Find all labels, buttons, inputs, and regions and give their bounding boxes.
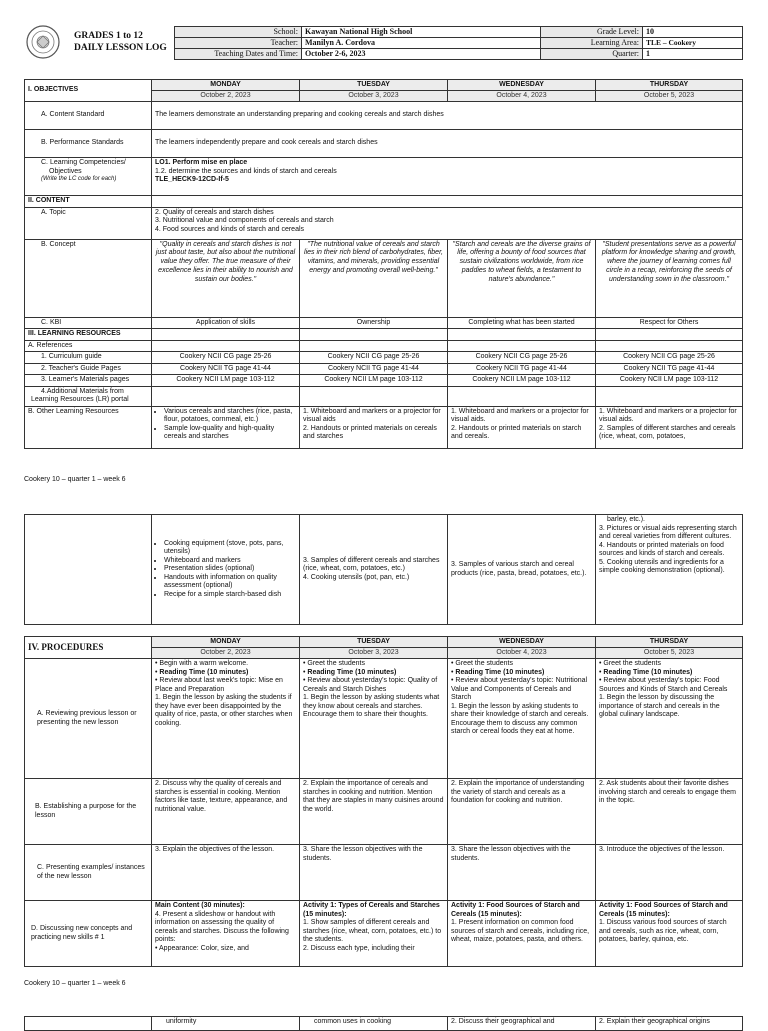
list-item: 2. Samples of different starches and cereals (rice, wheat, corn, potatoes, — [599, 424, 736, 441]
proc-d-monday — [152, 901, 300, 967]
list-item: • Reading Time (10 minutes) — [451, 668, 545, 676]
topic-line2: 3. Nutritional value and components of cereals and starch — [155, 217, 334, 225]
materials-monday — [152, 515, 300, 625]
kbi-label: C. KBI — [25, 317, 152, 329]
list-item: 2. Discuss each type, including their — [303, 944, 415, 952]
concept-monday: "Quality in cereals and starch dishes is not just about taste, but also about the nutritional value they offer. The true measure of their excellence lies in their ability to nourish and sustain our bodies." — [152, 239, 300, 317]
list-item: 1. Show samples of different cereals and starches (rice, wheat, corn, potatoes, etc.) to the students. — [303, 919, 442, 944]
page-footer-1: Cookery 10 – quarter 1 – week 6 — [24, 476, 126, 483]
form-title-grades: GRADES 1 to 12 — [74, 31, 143, 41]
cont-thursday: 2. Explain their geographical origins — [596, 1017, 743, 1031]
proc-b-monday: 2. Discuss why the quality of cereals and starches is essential in cooking. Mention factors like taste, texture, appearance, and nutritional value. — [152, 779, 300, 845]
list-item: • Greet the students — [451, 660, 513, 668]
list-item: • Review about yesterday's topic: Nutritional Value and Components of Cereals and Starch — [451, 677, 588, 702]
other-resources-thursday — [596, 406, 743, 448]
list-item: 2. Handouts or printed materials on starch and cereals. — [451, 424, 582, 441]
list-item: 4. Cooking utensils (pot, pan, etc.) — [303, 573, 410, 581]
list-item: barley, etc.). — [607, 516, 645, 523]
list-item: 1. Present information on common food sources of starch and cereals, including rice, wheat, maize, potatoes, pasta, and others. — [451, 919, 590, 944]
teacher-label: Teacher: — [175, 38, 302, 49]
kbi-wednesday: Completing what has been started — [448, 317, 596, 329]
date-wednesday: October 4, 2023 — [448, 647, 596, 659]
date-monday: October 2, 2023 — [152, 647, 300, 659]
competencies-label-line1: C. Learning Competencies/ — [41, 159, 126, 167]
cont-monday: uniformity — [152, 1017, 300, 1031]
list-item: • Recipe for a simple starch-based dish — [164, 591, 296, 600]
cont-wednesday: 2. Discuss their geographical and — [448, 1017, 596, 1031]
lm-wednesday: Cookery NCII LM page 103-112 — [448, 375, 596, 387]
procedures-table — [24, 636, 743, 967]
quarter-value: 1 — [643, 49, 743, 60]
references-label: A. References — [25, 340, 152, 352]
list-item: • Appearance: Color, size, and — [155, 944, 249, 952]
list-item: 1. Whiteboard and markers or a projector for visual aids. — [599, 407, 737, 424]
cont-tuesday: common uses in cooking — [300, 1017, 448, 1031]
day-monday: MONDAY — [152, 80, 300, 91]
proc-a-monday — [152, 659, 300, 779]
tg-wednesday: Cookery NCII TG page 41-44 — [448, 363, 596, 375]
tg-monday: Cookery NCII TG page 41-44 — [152, 363, 300, 375]
topic-label: A. Topic — [25, 207, 152, 239]
list-item: • Greet the students — [303, 660, 365, 668]
list-item: • Review about last week's topic: Mise en Place and Preparation — [155, 677, 283, 693]
teachers-guide-label: 2. Teacher's Guide Pages — [25, 363, 152, 375]
list-item: 2. Handouts or printed materials on cereals and starches — [303, 424, 437, 441]
header-info-table — [174, 26, 743, 60]
proc-b-label: B. Establishing a purpose for the lesson — [25, 779, 152, 845]
lm-thursday: Cookery NCII LM page 103-112 — [596, 375, 743, 387]
subheading: Activity 1: Food Sources of Starch and Cereals (15 minutes): — [451, 902, 580, 918]
other-resources-label: B. Other Learning Resources — [25, 406, 152, 448]
date-tuesday: October 3, 2023 — [300, 90, 448, 102]
cg-thursday: Cookery NCII CG page 25-26 — [596, 352, 743, 364]
day-thursday: THURSDAY — [596, 80, 743, 91]
competencies-label-note: (Write the LC code for each) — [41, 176, 117, 183]
list-item: 3. Samples of different cereals and starches (rice, wheat, corn, potatoes, etc.) — [303, 556, 440, 573]
day-thursday: THURSDAY — [596, 637, 743, 648]
lc-line2: 1.2. determine the sources and kinds of starch and cereals — [155, 167, 337, 175]
resources-heading: III. LEARNING RESOURCES — [25, 329, 152, 341]
list-item: • Review about yesterday's topic: Food Sources and Kinds of Starch and Cereals — [599, 677, 728, 693]
list-item: 5. Cooking utensils and ingredients for a simple cooking demonstration (optional). — [599, 558, 725, 575]
date-monday: October 2, 2023 — [152, 90, 300, 102]
concept-wednesday: "Starch and cereals are the diverse grains of life, offering a bounty of food sources that sustain civilizations worldwide, from rice paddies to wheat fields, a testament to nature's abundance." — [448, 239, 596, 317]
proc-b-wednesday: 2. Explain the importance of understanding the variety of starch and cereals as a foundation for cooking and nutrition. — [448, 779, 596, 845]
list-item: 1. Whiteboard and markers or a projector for visual aids — [303, 407, 441, 424]
list-item: • Review about yesterday's topic: Quality of Cereals and Starch Dishes — [303, 677, 438, 693]
cg-monday: Cookery NCII CG page 25-26 — [152, 352, 300, 364]
additional-materials-line1: 4.Additional Materials from — [41, 387, 124, 395]
performance-standard-label: B. Performance Standards — [25, 130, 152, 158]
quarter-label: Quarter: — [541, 49, 643, 60]
list-item: 3. Samples of various starch and cereal products (rice, pasta, bread, potatoes, etc.). — [451, 560, 587, 577]
additional-materials-label — [25, 386, 152, 406]
day-tuesday: TUESDAY — [300, 80, 448, 91]
day-tuesday: TUESDAY — [300, 637, 448, 648]
lm-monday: Cookery NCII LM page 103-112 — [152, 375, 300, 387]
school-value: Kawayan National High School — [302, 27, 541, 38]
proc-c-monday: 3. Explain the objectives of the lesson. — [152, 845, 300, 901]
list-item: 1. Begin the lesson by discussing the importance of starch and cereals in the global culinary landscape. — [599, 694, 720, 719]
competencies-label-line2: Objectives — [49, 167, 82, 175]
list-item: • Cooking equipment (stove, pots, pans, utensils) — [164, 540, 296, 557]
proc-d-label: D. Discussing new concepts and practicing new skills # 1 — [25, 901, 152, 967]
materials-tuesday — [300, 515, 448, 625]
kbi-monday: Application of skills — [152, 317, 300, 329]
other-resources-monday — [152, 406, 300, 448]
proc-a-tuesday — [300, 659, 448, 779]
area-value: TLE – Cookery — [643, 38, 743, 49]
date-thursday: October 5, 2023 — [596, 647, 743, 659]
teacher-value: Manilyn A. Cordova — [302, 38, 541, 49]
proc-d-thursday — [596, 901, 743, 967]
materials-thursday — [596, 515, 743, 625]
kbi-tuesday: Ownership — [300, 317, 448, 329]
resources-continuation-table — [24, 514, 743, 625]
list-item: • Presentation slides (optional) — [164, 565, 296, 574]
competencies-label — [25, 158, 152, 196]
curriculum-guide-label: 1. Curriculum guide — [25, 352, 152, 364]
day-monday: MONDAY — [152, 637, 300, 648]
list-item: • Begin with a warm welcome. — [155, 660, 249, 668]
grade-label: Grade Level: — [541, 27, 643, 38]
concept-thursday: "Student presentations serve as a powerful platform for knowledge sharing and growth, where the journey of learning comes full circle in a recap, reinforcing the seeds of understanding sown in the classroom." — [596, 239, 743, 317]
deped-seal-logo — [26, 25, 60, 59]
dates-label: Teaching Dates and Time: — [175, 49, 302, 60]
list-item: 1. Begin the lesson by asking students to share their knowledge of starch and cereals. Encourage them to discuss any common starch or cereal foods they eat at home. — [451, 702, 589, 736]
subheading: Main Content (30 minutes): — [155, 902, 245, 910]
page-footer-2: Cookery 10 – quarter 1 – week 6 — [24, 980, 126, 987]
concept-tuesday: "The nutritional value of cereals and starch lies in their rich blend of carbohydrates, fiber, vitamins, and minerals, providing essential energy and promoting overall well-being." — [300, 239, 448, 317]
proc-d-tuesday — [300, 901, 448, 967]
performance-standard-value: The learners independently prepare and cook cereals and starch dishes — [152, 130, 743, 158]
list-item: 4. Handouts or printed materials on food sources and kinds of starch and cereals. — [599, 541, 725, 558]
lm-tuesday: Cookery NCII LM page 103-112 — [300, 375, 448, 387]
day-wednesday: WEDNESDAY — [448, 637, 596, 648]
school-label: School: — [175, 27, 302, 38]
form-title-dll: DAILY LESSON LOG — [74, 43, 167, 53]
proc-a-thursday — [596, 659, 743, 779]
list-item: 3. Pictures or visual aids representing starch and cereal varieties from different cultures. — [599, 524, 737, 541]
lc-code: TLE_HECK9-12CD-If-5 — [155, 176, 229, 184]
list-item: • Handouts with information on quality assessment (optional) — [164, 574, 296, 591]
content-standard-label: A. Content Standard — [25, 102, 152, 130]
list-item: • Greet the students — [599, 660, 661, 668]
tg-thursday: Cookery NCII TG page 41-44 — [596, 363, 743, 375]
subheading: Activity 1: Food Sources of Starch and Cereals (15 minutes): — [599, 902, 728, 918]
procedures-heading: IV. PROCEDURES — [25, 637, 152, 659]
proc-b-thursday: 2. Ask students about their favorite dishes involving starch and cereals to engage them in the topic. — [596, 779, 743, 845]
subheading: Activity 1: Types of Cereals and Starches (15 minutes): — [303, 902, 440, 918]
area-label: Learning Area: — [541, 38, 643, 49]
list-item: • Reading Time (10 minutes) — [155, 668, 249, 676]
proc-c-thursday: 3. Introduce the objectives of the lesson. — [596, 845, 743, 901]
cg-wednesday: Cookery NCII CG page 25-26 — [448, 352, 596, 364]
other-resources-wednesday — [448, 406, 596, 448]
topic-value — [152, 207, 743, 239]
dates-value: October 2-6, 2023 — [302, 49, 541, 60]
date-thursday: October 5, 2023 — [596, 90, 743, 102]
content-heading: II. CONTENT — [25, 196, 152, 208]
list-item: 1. Begin the lesson by asking the students if they have ever been disappointed by the quality of rice, pasta, or other starches when cooking. — [155, 694, 293, 727]
topic-line1: 2. Quality of cereals and starch dishes — [155, 208, 274, 216]
proc-a-label: A. Reviewing previous lesson or presenting the new lesson — [25, 659, 152, 779]
topic-line3: 4. Food sources and kinds of starch and cereals — [155, 225, 305, 233]
materials-wednesday — [448, 515, 596, 625]
proc-a-wednesday — [448, 659, 596, 779]
list-item: • Reading Time (10 minutes) — [303, 668, 397, 676]
content-standard-value: The learners demonstrate an understanding preparing and cooking cereals and starch dishes — [152, 102, 743, 130]
list-item: 1. Whiteboard and markers or a projector for visual aids. — [451, 407, 589, 424]
learners-materials-label: 3. Learner's Materials pages — [25, 375, 152, 387]
date-wednesday: October 4, 2023 — [448, 90, 596, 102]
objectives-heading: I. OBJECTIVES — [25, 80, 152, 102]
list-item: 1. Begin the lesson by asking students what they know about cereals and starches. Encourage them to share their thoughts. — [303, 694, 440, 719]
proc-c-tuesday: 3. Share the lesson objectives with the students. — [300, 845, 448, 901]
list-item: • Whiteboard and markers — [164, 557, 296, 566]
grade-value: 10 — [643, 27, 743, 38]
objectives-table — [24, 79, 743, 449]
proc-c-wednesday: 3. Share the lesson objectives with the students. — [448, 845, 596, 901]
date-tuesday: October 3, 2023 — [300, 647, 448, 659]
other-resources-tuesday — [300, 406, 448, 448]
list-item: • Various cereals and starches (rice, pasta, flour, potatoes, cornmeal, etc.) — [164, 408, 296, 425]
list-item: • Reading Time (10 minutes) — [599, 668, 693, 676]
list-item: 4. Present a slideshow or handout with information on assessing the quality of cereals and starches. Discuss the following points: — [155, 910, 289, 944]
additional-materials-line2: Learning Resources (LR) portal — [31, 396, 129, 404]
cg-tuesday: Cookery NCII CG page 25-26 — [300, 352, 448, 364]
concept-label: B. Concept — [25, 239, 152, 317]
day-wednesday: WEDNESDAY — [448, 80, 596, 91]
proc-c-label: C. Presenting examples/ instances of the new lesson — [25, 845, 152, 901]
competencies-value — [152, 158, 743, 196]
lc-line1: LO1. Perform mise en place — [155, 159, 248, 167]
list-item: 1. Discuss various food sources of starch and cereals, such as rice, wheat, corn, potatoes, barley, quinoa, etc. — [599, 919, 727, 944]
kbi-thursday: Respect for Others — [596, 317, 743, 329]
proc-b-tuesday: 2. Explain the importance of cereals and starches in cooking and nutrition. Mention that they are staples in many cuisines around the world. — [300, 779, 448, 845]
tg-tuesday: Cookery NCII TG page 41-44 — [300, 363, 448, 375]
list-item: • Sample low-quality and high-quality cereals and starches — [164, 425, 296, 442]
proc-d-wednesday — [448, 901, 596, 967]
